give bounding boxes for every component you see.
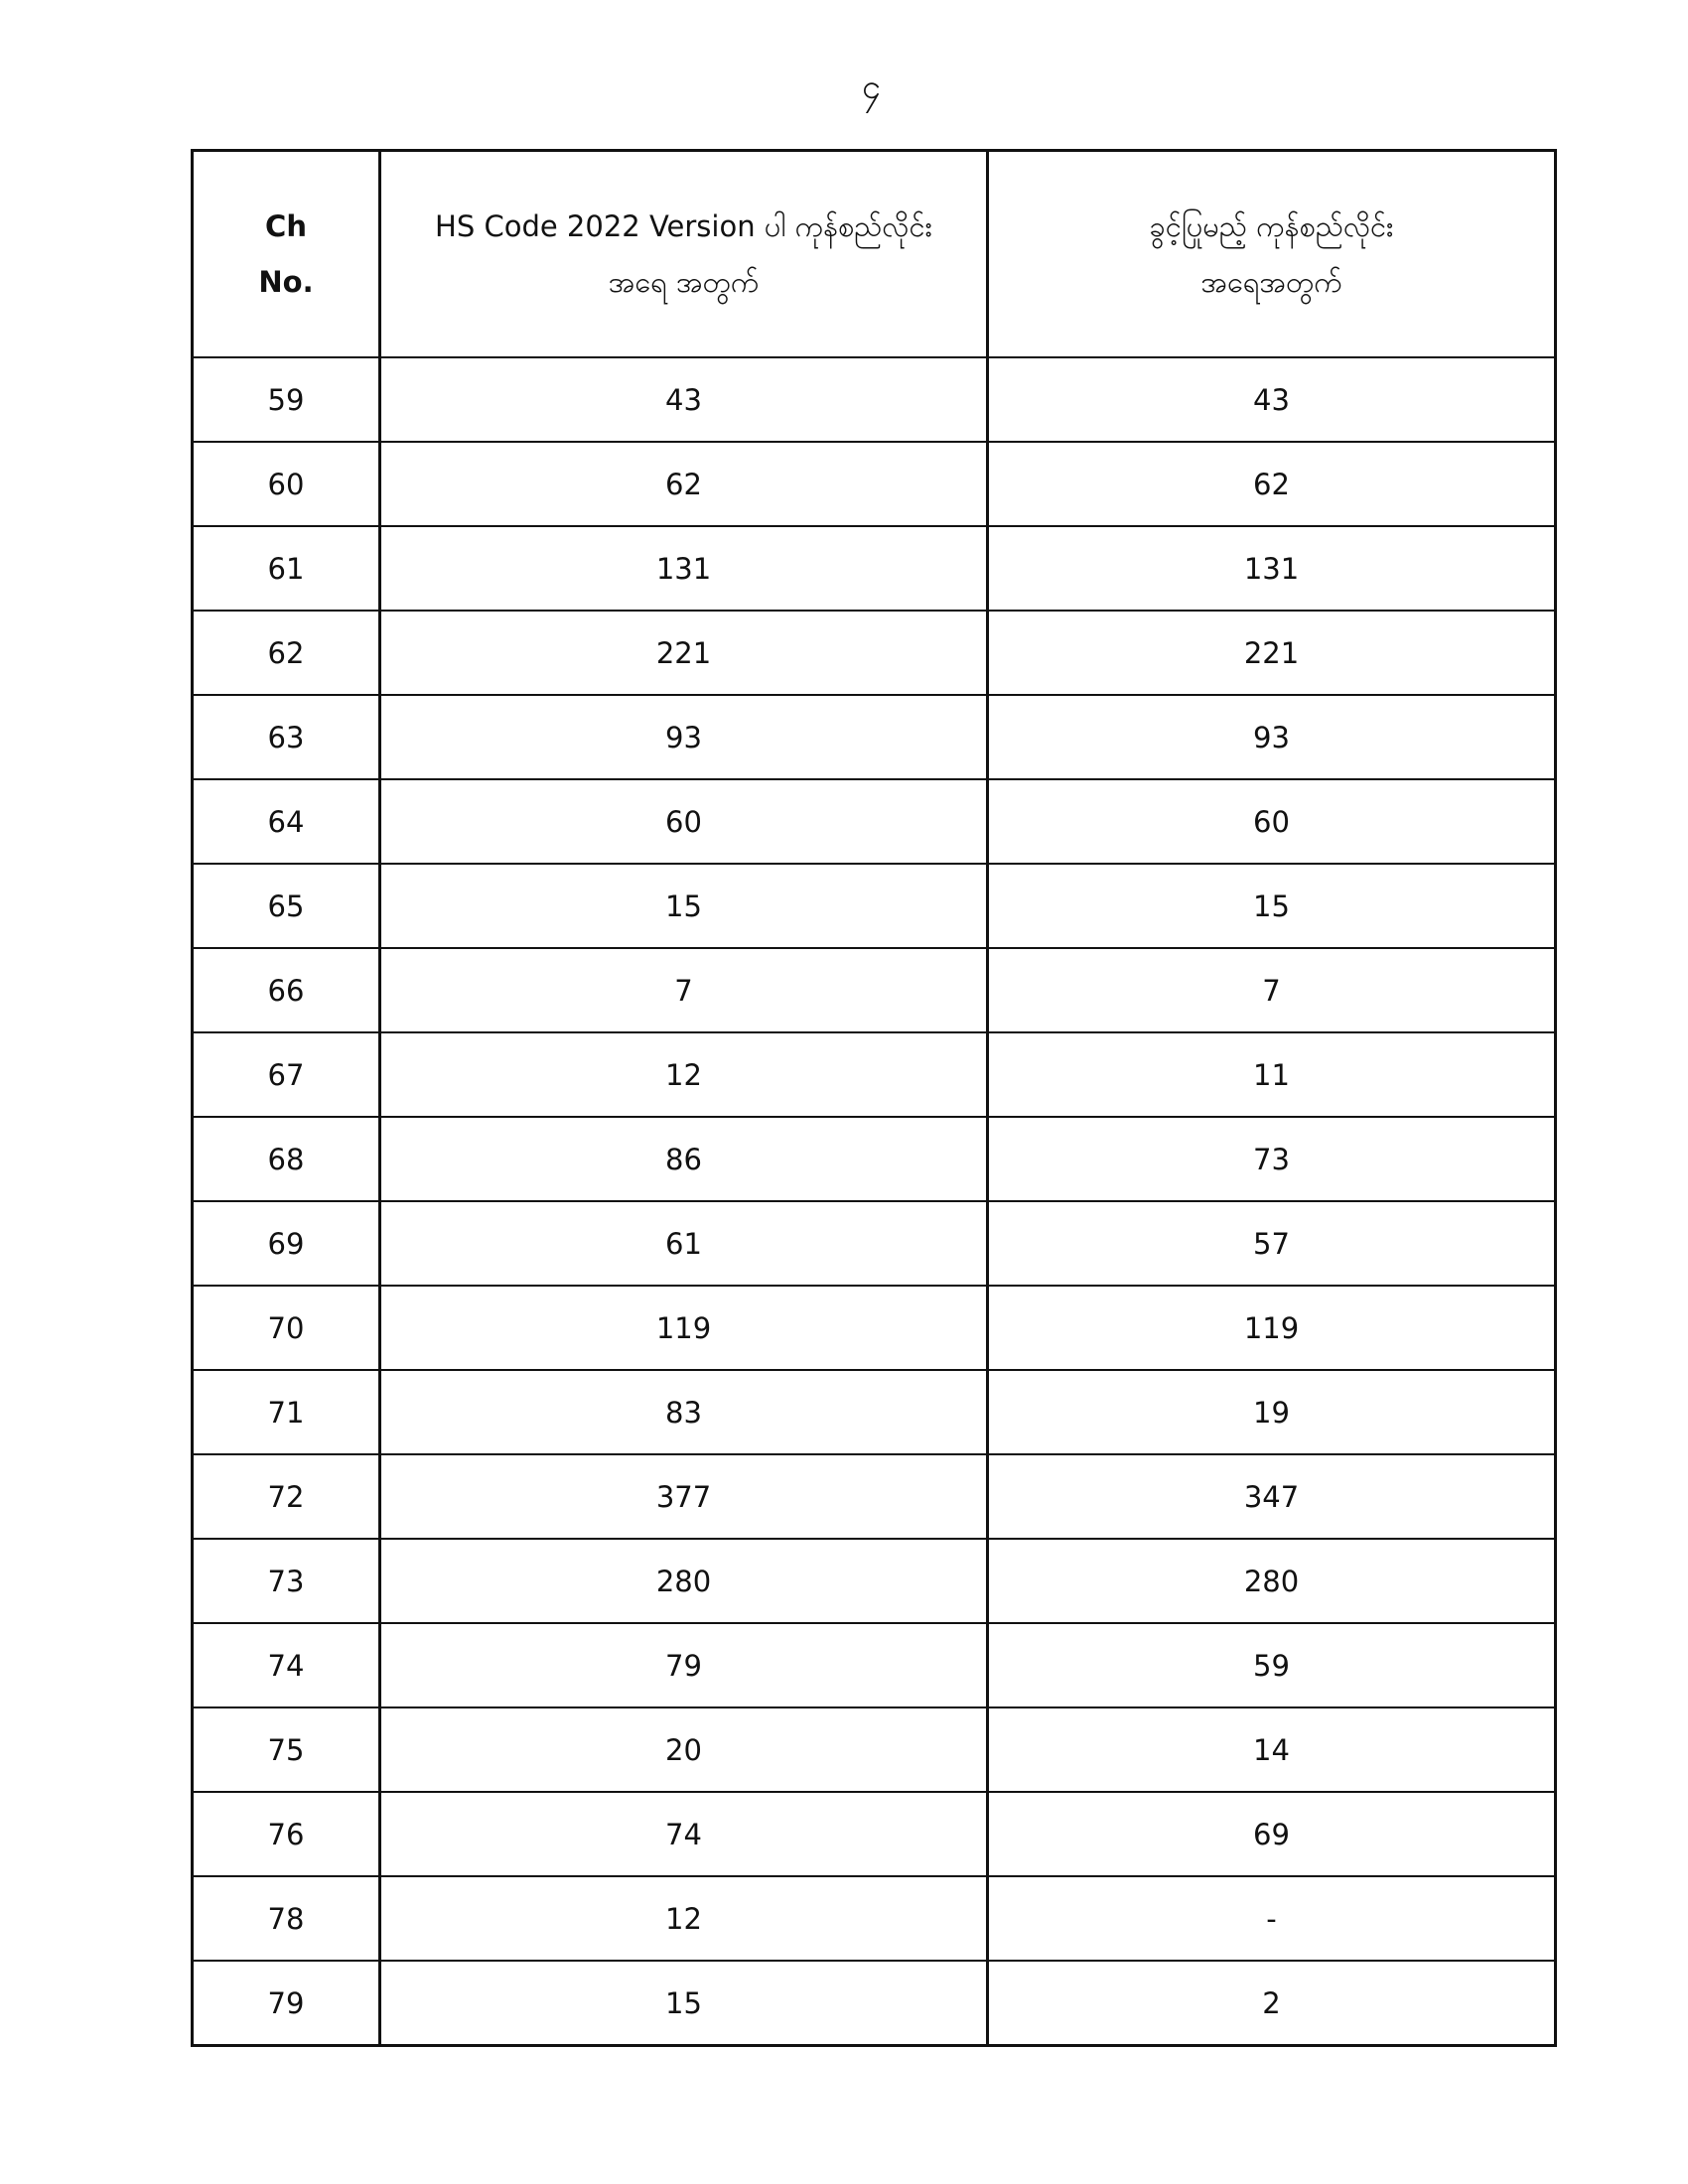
table-row xyxy=(193,1370,1556,1454)
cell-permitted-line-count: 131 xyxy=(988,526,1556,611)
chapter-count-table xyxy=(191,149,1557,2047)
cell-chapter-number: 59 xyxy=(193,357,380,442)
header-permitted-line-count xyxy=(988,151,1556,358)
cell-permitted-line-count: 347 xyxy=(988,1454,1556,1539)
table-row xyxy=(193,948,1556,1032)
header-line: ခွင့်ပြုမည့် ကုန်စည်လိုင်း xyxy=(1149,209,1394,243)
chapter-count-table-container xyxy=(191,149,1554,2047)
table-row xyxy=(193,695,1556,779)
cell-permitted-line-count: 7 xyxy=(988,948,1556,1032)
cell-permitted-line-count: 119 xyxy=(988,1286,1556,1370)
cell-hs-code-line-count: 131 xyxy=(380,526,988,611)
cell-hs-code-line-count: 83 xyxy=(380,1370,988,1454)
cell-chapter-number: 73 xyxy=(193,1539,380,1623)
table-row xyxy=(193,1623,1556,1707)
cell-permitted-line-count: 93 xyxy=(988,695,1556,779)
cell-permitted-line-count: - xyxy=(988,1876,1556,1961)
header-chapter-number xyxy=(193,151,380,358)
table-row xyxy=(193,1201,1556,1286)
cell-permitted-line-count: 15 xyxy=(988,864,1556,948)
cell-permitted-line-count: 43 xyxy=(988,357,1556,442)
table-row xyxy=(193,357,1556,442)
cell-hs-code-line-count: 15 xyxy=(380,864,988,948)
header-line: No. xyxy=(258,265,314,299)
cell-hs-code-line-count: 12 xyxy=(380,1876,988,1961)
cell-hs-code-line-count: 377 xyxy=(380,1454,988,1539)
header-hs-code-line-count xyxy=(380,151,988,358)
cell-chapter-number: 62 xyxy=(193,611,380,695)
table-row xyxy=(193,611,1556,695)
cell-hs-code-line-count: 280 xyxy=(380,1539,988,1623)
cell-hs-code-line-count: 20 xyxy=(380,1707,988,1792)
header-line: အရေ အတွက် xyxy=(608,265,760,299)
cell-permitted-line-count: 69 xyxy=(988,1792,1556,1876)
table-row xyxy=(193,1876,1556,1961)
table-row xyxy=(193,442,1556,526)
cell-permitted-line-count: 2 xyxy=(988,1961,1556,2046)
cell-chapter-number: 60 xyxy=(193,442,380,526)
table-row xyxy=(193,864,1556,948)
cell-chapter-number: 74 xyxy=(193,1623,380,1707)
cell-permitted-line-count: 19 xyxy=(988,1370,1556,1454)
page-number: ၄ xyxy=(861,68,882,107)
cell-permitted-line-count: 221 xyxy=(988,611,1556,695)
cell-permitted-line-count: 280 xyxy=(988,1539,1556,1623)
cell-hs-code-line-count: 86 xyxy=(380,1117,988,1201)
table-body xyxy=(193,357,1556,2046)
table-row xyxy=(193,1707,1556,1792)
table-row xyxy=(193,1792,1556,1876)
cell-chapter-number: 79 xyxy=(193,1961,380,2046)
table-row xyxy=(193,1286,1556,1370)
table-row xyxy=(193,1454,1556,1539)
cell-hs-code-line-count: 61 xyxy=(380,1201,988,1286)
header-line: HS Code 2022 Version ပါ ကုန်စည်လိုင်း xyxy=(435,209,932,243)
table-header-row xyxy=(193,151,1556,358)
cell-permitted-line-count: 57 xyxy=(988,1201,1556,1286)
table-row xyxy=(193,1961,1556,2046)
cell-chapter-number: 71 xyxy=(193,1370,380,1454)
cell-chapter-number: 63 xyxy=(193,695,380,779)
table-row xyxy=(193,779,1556,864)
cell-permitted-line-count: 11 xyxy=(988,1032,1556,1117)
header-line: Ch xyxy=(265,209,307,243)
cell-hs-code-line-count: 79 xyxy=(380,1623,988,1707)
cell-permitted-line-count: 59 xyxy=(988,1623,1556,1707)
cell-hs-code-line-count: 119 xyxy=(380,1286,988,1370)
cell-hs-code-line-count: 43 xyxy=(380,357,988,442)
cell-chapter-number: 66 xyxy=(193,948,380,1032)
cell-chapter-number: 76 xyxy=(193,1792,380,1876)
cell-hs-code-line-count: 7 xyxy=(380,948,988,1032)
cell-permitted-line-count: 14 xyxy=(988,1707,1556,1792)
cell-hs-code-line-count: 62 xyxy=(380,442,988,526)
cell-hs-code-line-count: 74 xyxy=(380,1792,988,1876)
table-row xyxy=(193,1539,1556,1623)
cell-hs-code-line-count: 15 xyxy=(380,1961,988,2046)
cell-hs-code-line-count: 93 xyxy=(380,695,988,779)
table-row xyxy=(193,1032,1556,1117)
cell-chapter-number: 67 xyxy=(193,1032,380,1117)
cell-hs-code-line-count: 60 xyxy=(380,779,988,864)
cell-chapter-number: 68 xyxy=(193,1117,380,1201)
cell-chapter-number: 69 xyxy=(193,1201,380,1286)
cell-permitted-line-count: 62 xyxy=(988,442,1556,526)
cell-chapter-number: 61 xyxy=(193,526,380,611)
cell-chapter-number: 75 xyxy=(193,1707,380,1792)
header-line: အရေအတွက် xyxy=(1200,265,1342,299)
table-row xyxy=(193,1117,1556,1201)
cell-hs-code-line-count: 221 xyxy=(380,611,988,695)
cell-permitted-line-count: 60 xyxy=(988,779,1556,864)
cell-hs-code-line-count: 12 xyxy=(380,1032,988,1117)
table-row xyxy=(193,526,1556,611)
cell-chapter-number: 64 xyxy=(193,779,380,864)
cell-chapter-number: 72 xyxy=(193,1454,380,1539)
cell-permitted-line-count: 73 xyxy=(988,1117,1556,1201)
cell-chapter-number: 70 xyxy=(193,1286,380,1370)
cell-chapter-number: 78 xyxy=(193,1876,380,1961)
cell-chapter-number: 65 xyxy=(193,864,380,948)
